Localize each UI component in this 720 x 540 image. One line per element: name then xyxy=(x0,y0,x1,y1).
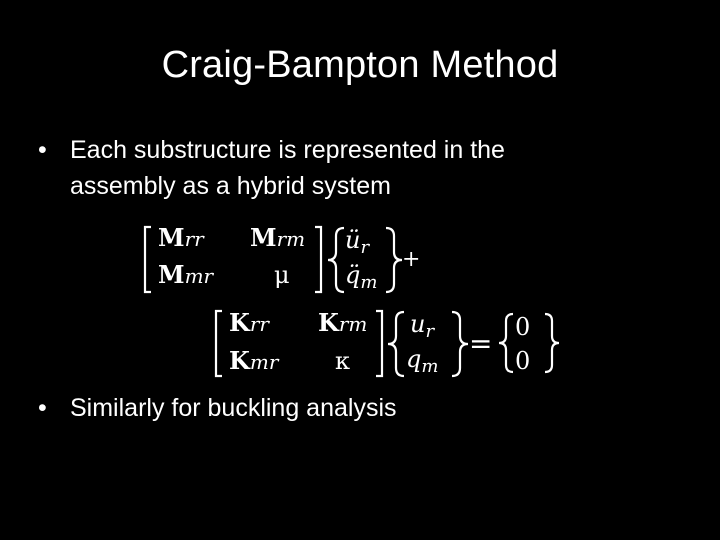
disp-vector-left-brace xyxy=(388,312,404,376)
slide-title: Craig-Bampton Method xyxy=(161,44,559,86)
equals-sign: = xyxy=(469,327,493,360)
stiffness-matrix-entry-kappa: κ xyxy=(335,347,350,375)
zero-vector-right-brace xyxy=(545,314,559,372)
bullet-text-line-1: Each substructure is represented in the xyxy=(70,136,505,164)
mass-matrix-right-bracket xyxy=(315,227,321,292)
mass-matrix-entry-rm: Mrm xyxy=(250,223,306,252)
mass-matrix-left-bracket xyxy=(145,227,151,292)
mass-matrix-entry-mr: Mmr xyxy=(158,260,214,289)
bullet-text-line-2: assembly as a hybrid system xyxy=(70,172,391,200)
disp-vector-entry-m: $q_m$ xyxy=(406,345,439,377)
stiffness-matrix-left-bracket xyxy=(216,311,222,376)
zero-vector-entry-1: 0 xyxy=(515,313,531,341)
stiffness-matrix-entry-rm: Krm xyxy=(318,308,368,337)
bullet-marker: • xyxy=(38,394,47,422)
acc-vector-entry-r: $ü_r$ xyxy=(345,226,370,258)
stiffness-matrix-entry-mr: Kmr xyxy=(229,346,279,375)
bullet-text: Similarly for buckling analysis xyxy=(70,394,397,422)
bullet-marker: • xyxy=(38,136,47,164)
disp-vector-right-brace xyxy=(452,312,468,376)
plus-sign: + xyxy=(402,247,421,272)
acc-vector-entry-m: $q̈_m$ xyxy=(345,261,378,293)
acc-vector-right-brace xyxy=(386,228,402,292)
zero-vector-left-brace xyxy=(499,314,513,372)
zero-vector-entry-2: 0 xyxy=(515,347,531,375)
mass-matrix-entry-mu: μ xyxy=(274,261,290,289)
stiffness-matrix-entry-rr: Krr xyxy=(229,308,269,337)
disp-vector-entry-r: $u_r$ xyxy=(410,310,435,342)
stiffness-matrix-right-bracket xyxy=(376,311,382,376)
mass-matrix-entry-rr: Mrr xyxy=(158,223,204,252)
acc-vector-left-brace xyxy=(328,228,344,292)
